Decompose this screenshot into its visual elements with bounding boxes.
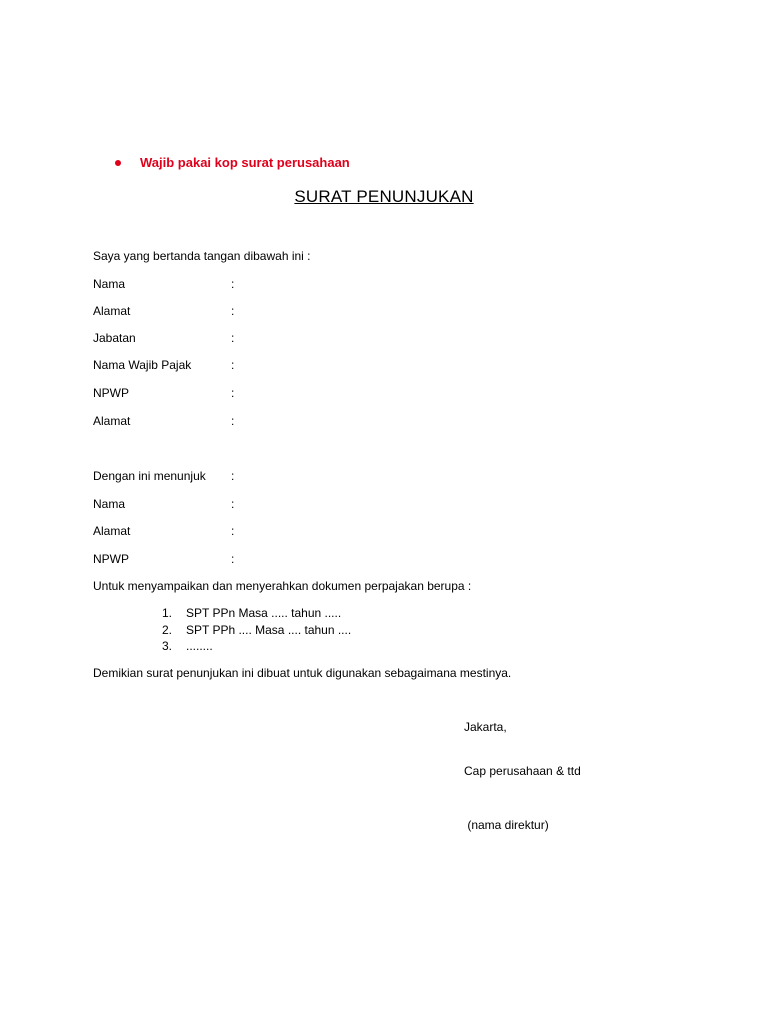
appointee-label-alamat: Alamat (93, 524, 131, 538)
field-colon: : (231, 414, 235, 428)
list-item: SPT PPn Masa ..... tahun ..... (186, 606, 342, 620)
field-label-nama-wajib-pajak: Nama Wajib Pajak (93, 358, 192, 372)
appointee-label-nama: Nama (93, 497, 126, 511)
list-item: SPT PPh .... Masa .... tahun .... (186, 623, 352, 637)
field-colon: : (231, 497, 235, 511)
field-colon: : (231, 524, 235, 538)
field-colon: : (231, 304, 235, 318)
field-colon: : (231, 277, 235, 291)
appoint-heading: Dengan ini menunjuk (93, 469, 206, 483)
list-item: ........ (186, 639, 213, 653)
field-label-nama: Nama (93, 277, 126, 291)
appointee-label-npwp: NPWP (93, 552, 129, 566)
signature-stamp: Cap perusahaan & ttd (464, 764, 581, 778)
field-colon: : (231, 469, 235, 483)
purpose-text: Untuk menyampaikan dan menyerahkan dokumen perpajakan berupa : (93, 579, 472, 593)
closing-text: Demikian surat penunjukan ini dibuat untuk digunakan sebagaimana mestinya. (93, 666, 512, 680)
field-label-npwp: NPWP (93, 386, 129, 400)
bullet-icon (115, 160, 121, 166)
signature-place: Jakarta, (464, 720, 507, 734)
letterhead-note (113, 155, 350, 170)
field-colon: : (231, 386, 235, 400)
field-colon: : (231, 552, 235, 566)
field-label-alamat-wp: Alamat (93, 414, 131, 428)
field-label-jabatan: Jabatan (93, 331, 136, 345)
list-number: 1. (162, 606, 173, 620)
field-colon: : (231, 331, 235, 345)
list-number: 3. (162, 639, 173, 653)
intro-text: Saya yang bertanda tangan dibawah ini : (93, 249, 311, 263)
field-colon: : (231, 358, 235, 372)
list-number: 2. (162, 623, 173, 637)
signature-name: (nama direktur) (464, 818, 549, 832)
letterhead-note-text: Wajib pakai kop surat perusahaan (140, 155, 350, 170)
document-title: SURAT PENUNJUKAN (294, 187, 474, 206)
field-label-alamat: Alamat (93, 304, 131, 318)
